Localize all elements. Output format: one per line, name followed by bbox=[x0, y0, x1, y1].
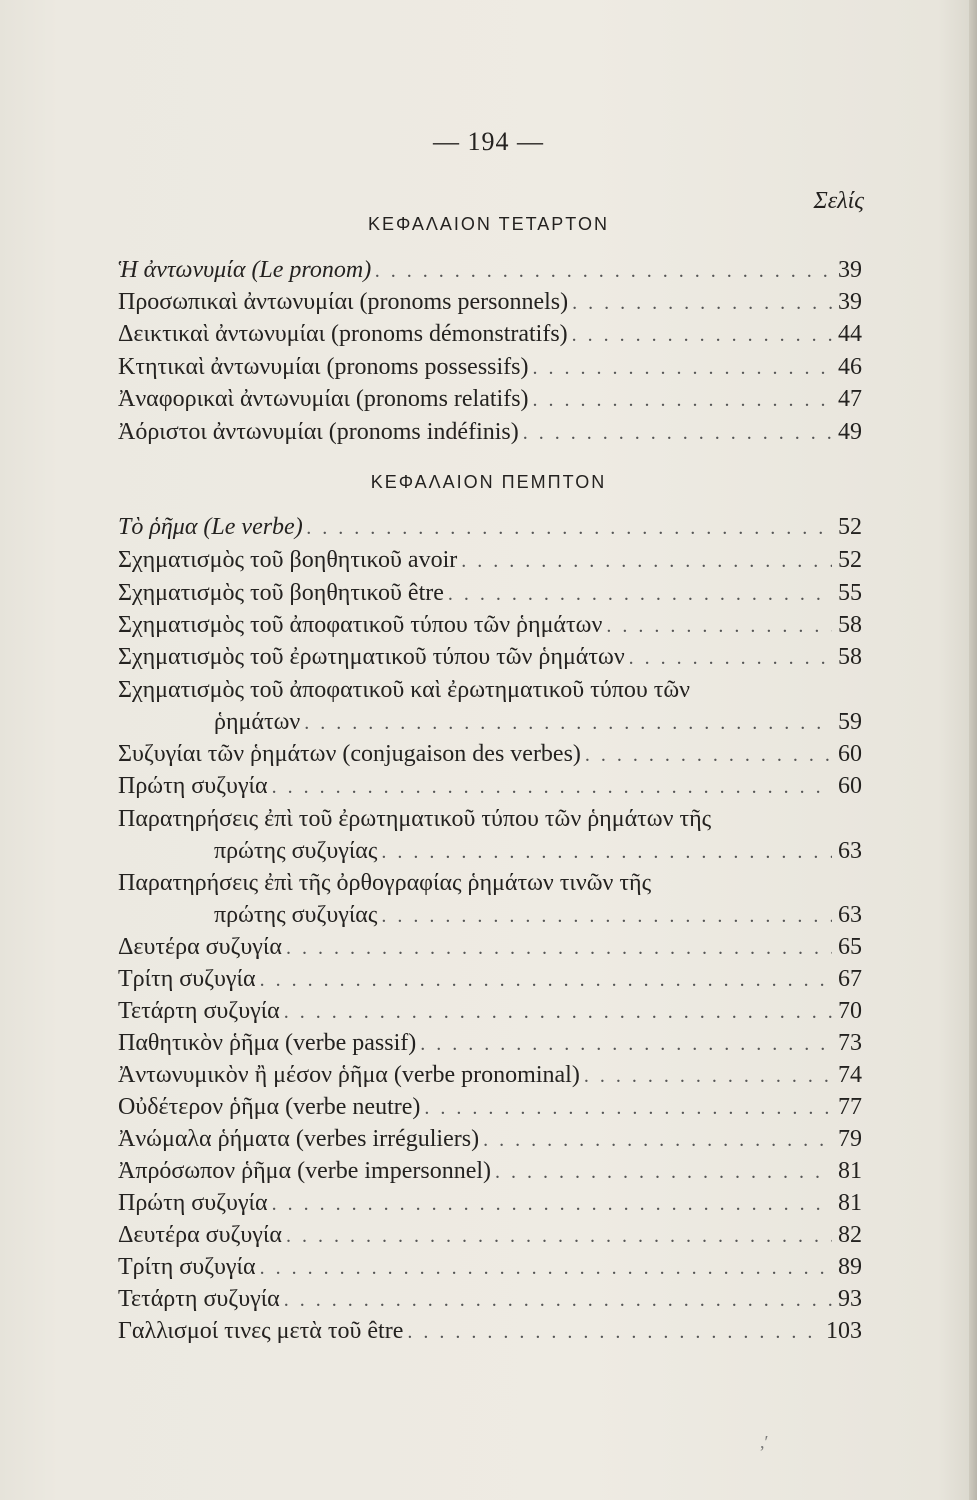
toc-entry-title: Κτητικαὶ ἀντωνυμίαι (pronoms possessifs) bbox=[118, 354, 529, 380]
toc-entry-title: Δευτέρα συζυγία bbox=[118, 934, 282, 960]
toc-entry-page: 44 bbox=[838, 321, 862, 347]
toc-entry bbox=[118, 1187, 862, 1219]
toc-entry-title: Ἀπρόσωπον ῥῆμα (verbe impersonnel) bbox=[118, 1158, 492, 1184]
toc-entry-page: 93 bbox=[838, 1286, 862, 1312]
toc-entry-page: 67 bbox=[838, 966, 862, 992]
toc-entry-page: 63 bbox=[838, 838, 862, 864]
toc-entry-title: Οὐδέτερον ῥῆμα (verbe neutre) bbox=[118, 1094, 421, 1120]
toc-entry bbox=[118, 254, 862, 286]
toc-entry-title: Τετάρτη συζυγία bbox=[118, 1286, 280, 1312]
toc-entry-continuation bbox=[214, 899, 862, 931]
toc-entry bbox=[118, 1027, 862, 1059]
page-column-label: Σελίς bbox=[813, 188, 864, 214]
toc-entry-page: 49 bbox=[838, 419, 862, 445]
toc-entry bbox=[118, 1315, 862, 1347]
toc-entry bbox=[118, 351, 862, 383]
toc-entry-page: 47 bbox=[838, 386, 862, 412]
chapter-heading: ΚΕΦΑΛΑΙΟΝ ΠΕΜΠΤΟΝ bbox=[370, 472, 607, 492]
toc-entry-page: 60 bbox=[838, 741, 862, 767]
ink-mark: ,′ bbox=[760, 1432, 769, 1452]
toc-entry-title: Τρίτη συζυγία bbox=[118, 966, 256, 992]
toc-entry-title: Δευτέρα συζυγία bbox=[118, 1222, 282, 1248]
toc-entry-page: 89 bbox=[838, 1254, 862, 1280]
toc-entry-page: 70 bbox=[838, 998, 862, 1024]
toc-entry-title: Ἀντωνυμικὸν ἢ μέσον ῥῆμα (verbe pronominal) bbox=[118, 1062, 580, 1088]
toc-entry bbox=[118, 963, 862, 995]
toc-entry bbox=[118, 286, 862, 318]
toc-entry bbox=[118, 511, 862, 543]
toc-entry-page: 55 bbox=[838, 580, 862, 606]
toc-entry-continuation bbox=[214, 835, 862, 867]
toc-entry-page: 52 bbox=[838, 514, 862, 540]
toc-entry bbox=[118, 738, 862, 770]
toc-entry-title-cont: πρώτης συζυγίας bbox=[214, 902, 378, 928]
toc-entry-page: 79 bbox=[838, 1126, 862, 1152]
toc-entry-title: Ἀνώμαλα ῥήματα (verbes irréguliers) bbox=[118, 1126, 480, 1152]
toc-entry-page: 81 bbox=[838, 1158, 862, 1184]
toc-entry-title: Τετάρτη συζυγία bbox=[118, 998, 280, 1024]
toc-entry-page: 52 bbox=[838, 547, 862, 573]
toc-entry bbox=[118, 1251, 862, 1283]
toc-entry-title: Σχηματισμὸς τοῦ βοηθητικοῦ avoir bbox=[118, 547, 458, 573]
toc-entry-page: 39 bbox=[838, 257, 862, 283]
toc-entry-page: 60 bbox=[838, 773, 862, 799]
toc-entry-page: 81 bbox=[838, 1190, 862, 1216]
toc-entry-page: 74 bbox=[838, 1062, 862, 1088]
toc-entry bbox=[118, 383, 862, 415]
toc-entry bbox=[118, 544, 862, 576]
toc-entry bbox=[118, 577, 862, 609]
toc-entry bbox=[118, 1059, 862, 1091]
toc-entry-title-cont: πρώτης συζυγίας bbox=[214, 838, 378, 864]
toc-entry-page: 58 bbox=[838, 644, 862, 670]
toc-entry-page: 58 bbox=[838, 612, 862, 638]
toc-entry-title: Παρατηρήσεις ἐπὶ τῆς ὀρθογραφίας ῥημάτων τινῶν τῆς bbox=[118, 870, 652, 896]
toc-entry-title-cont: ῥημάτων bbox=[214, 709, 301, 735]
toc-entry-page: 65 bbox=[838, 934, 862, 960]
toc-entry bbox=[118, 416, 862, 448]
toc-entry-title: Προσωπικαὶ ἀντωνυμίαι (pronoms personnels) bbox=[118, 289, 569, 315]
toc-entry-title: Παθητικὸν ῥῆμα (verbe passif) bbox=[118, 1030, 417, 1056]
toc-entry bbox=[118, 995, 862, 1027]
toc-entry-title: Ἀόριστοι ἀντωνυμίαι (pronoms indéfinis) bbox=[118, 419, 519, 445]
toc-entry-page: 63 bbox=[838, 902, 862, 928]
page-number: — 194 — bbox=[433, 127, 544, 156]
toc-entry bbox=[118, 1123, 862, 1155]
toc-entry bbox=[118, 1283, 862, 1315]
toc-entry-page: 59 bbox=[838, 709, 862, 735]
toc-entry bbox=[118, 1155, 862, 1187]
toc-entry-title: Σχηματισμὸς τοῦ ἀποφατικοῦ καὶ ἐρωτηματικοῦ τύπου τῶν bbox=[118, 677, 690, 703]
toc-entry-title: Σχηματισμὸς τοῦ ἐρωτηματικοῦ τύπου τῶν ῥημάτων bbox=[118, 644, 625, 670]
toc-entry-title: Ἡ ἀντωνυμία (Le pronom) bbox=[118, 257, 372, 283]
toc-entry-page: 73 bbox=[838, 1030, 862, 1056]
toc-entry-title: Σχηματισμὸς τοῦ βοηθητικοῦ être bbox=[118, 580, 444, 606]
toc-entry-page: 77 bbox=[838, 1094, 862, 1120]
toc-entry bbox=[118, 1219, 862, 1251]
toc-entry-title: Δεικτικαὶ ἀντωνυμίαι (pronoms démonstratifs) bbox=[118, 321, 568, 347]
toc-entry-title: Παρατηρήσεις ἐπὶ τοῦ ἐρωτηματικοῦ τύπου τῶν ῥημάτων τῆς bbox=[118, 806, 712, 832]
toc-entry bbox=[118, 770, 862, 802]
toc-entry-title: Ἀναφορικαὶ ἀντωνυμίαι (pronoms relatifs) bbox=[118, 386, 529, 412]
toc-entry-title: Σχηματισμὸς τοῦ ἀποφατικοῦ τύπου τῶν ῥημάτων bbox=[118, 612, 603, 638]
chapter-heading: ΚΕΦΑΛΑΙΟΝ ΤΕΤΑΡΤΟΝ bbox=[368, 214, 609, 234]
toc-entry-page: 46 bbox=[838, 354, 862, 380]
toc-entry-page: 82 bbox=[838, 1222, 862, 1248]
toc-entry bbox=[118, 318, 862, 350]
toc-entry-title: Πρώτη συζυγία bbox=[118, 773, 268, 799]
toc-entry-title: Τρίτη συζυγία bbox=[118, 1254, 256, 1280]
toc-entry-title: Γαλλισμοί τινες μετὰ τοῦ être bbox=[118, 1318, 404, 1344]
toc-entry bbox=[118, 1091, 862, 1123]
toc-entry-title: Συζυγίαι τῶν ῥημάτων (conjugaison des verbes) bbox=[118, 741, 581, 767]
toc-entry-title: Πρώτη συζυγία bbox=[118, 1190, 268, 1216]
toc-entry bbox=[118, 641, 862, 673]
toc-entry-title: Τὸ ῥῆμα (Le verbe) bbox=[118, 514, 303, 540]
toc-entry-page: 39 bbox=[838, 289, 862, 315]
toc-entry-page: 103 bbox=[826, 1318, 862, 1344]
toc-entry-continuation bbox=[214, 706, 862, 738]
toc-entry bbox=[118, 931, 862, 963]
toc-entry bbox=[118, 609, 862, 641]
